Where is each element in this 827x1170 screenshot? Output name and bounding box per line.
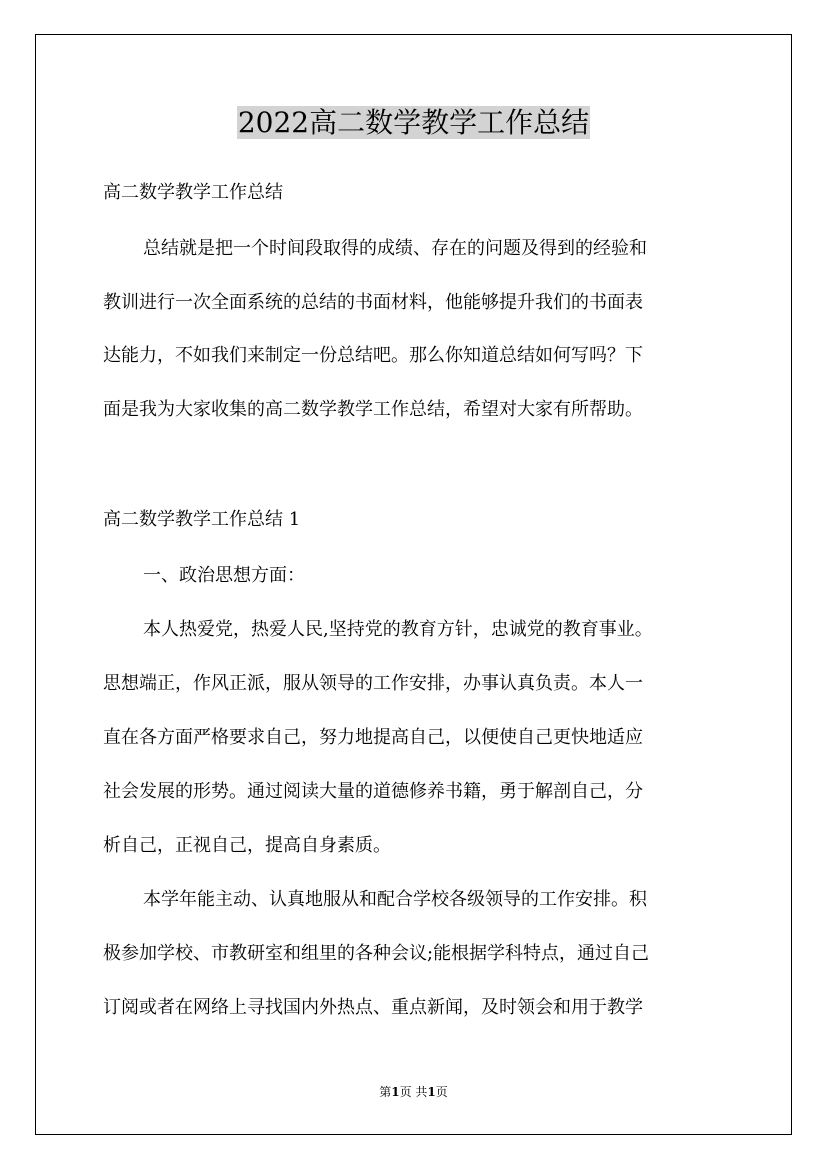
section-heading-1: 高二数学教学工作总结 1 bbox=[103, 509, 301, 530]
paragraph-line: 订阅或者在网络上寻找国内外热点、重点新闻，及时领会和用于教学 bbox=[103, 997, 643, 1018]
paragraph-line: 直在各方面严格要求自己，努力地提高自己，以便使自己更快地适应 bbox=[103, 727, 643, 748]
paragraph-line: 面是我为大家收集的高二数学教学工作总结，希望对大家有所帮助。 bbox=[103, 399, 643, 420]
paragraph-line: 思想端正，作风正派，服从领导的工作安排，办事认真负责。本人一 bbox=[103, 673, 643, 694]
document-title-text: 2022高二数学教学工作总结 bbox=[237, 106, 590, 139]
document-title bbox=[0, 104, 827, 142]
paragraph-line: 总结就是把一个时间段取得的成绩、存在的问题及得到的经验和 bbox=[143, 238, 647, 259]
paragraph-line: 社会发展的形势。通过阅读大量的道德修养书籍，勇于解剖自己，分 bbox=[103, 781, 643, 802]
footer-suffix: 页 bbox=[435, 1085, 448, 1099]
page-footer bbox=[0, 1083, 827, 1101]
paragraph-line: 析自己，正视自己，提高自身素质。 bbox=[103, 835, 391, 856]
paragraph-line: 本人热爱党，热爱人民,坚持党的教育方针，忠诚党的教育事业。 bbox=[143, 619, 653, 640]
paragraph-line: 极参加学校、市教研室和组里的各种会议;能根据学科特点，通过自己 bbox=[103, 943, 650, 964]
footer-page-total: 1 bbox=[427, 1085, 436, 1099]
subsection-heading: 一、政治思想方面： bbox=[143, 565, 305, 586]
footer-page-number: 1 bbox=[391, 1085, 400, 1099]
paragraph-line: 本学年能主动、认真地服从和配合学校各级领导的工作安排。积 bbox=[143, 889, 647, 910]
paragraph-line: 达能力，不如我们来制定一份总结吧。那么你知道总结如何写吗？下 bbox=[103, 345, 643, 366]
paragraph-line: 教训进行一次全面系统的总结的书面材料，他能够提升我们的书面表 bbox=[103, 292, 643, 313]
section-heading-intro: 高二数学教学工作总结 bbox=[103, 182, 283, 203]
footer-mid: 页 共 bbox=[399, 1085, 428, 1099]
footer-prefix: 第 bbox=[379, 1085, 392, 1099]
